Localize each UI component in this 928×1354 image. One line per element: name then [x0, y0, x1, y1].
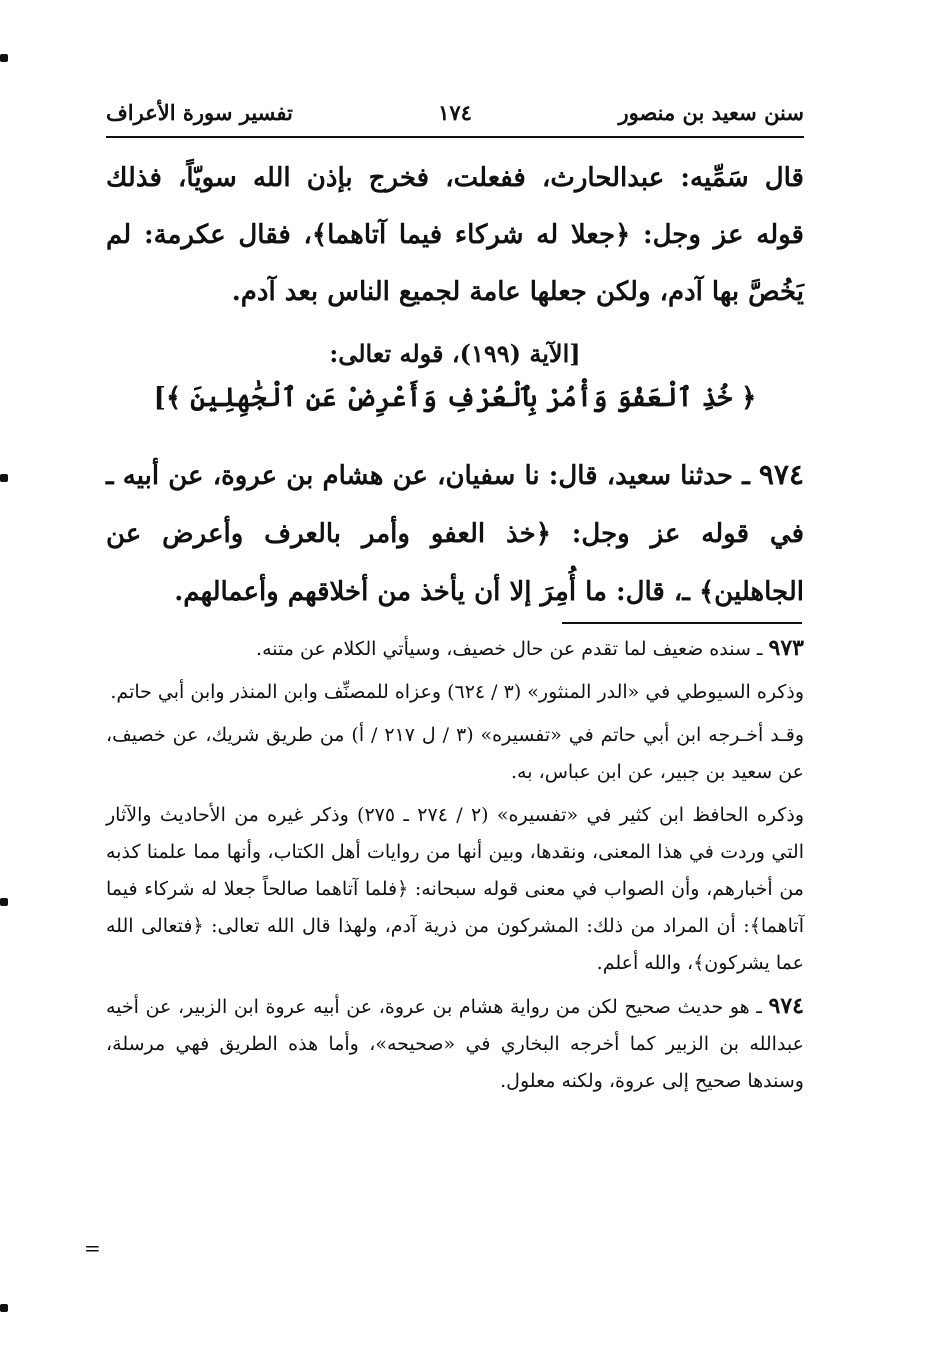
hadith-block: [106, 446, 804, 621]
scan-mark-lower: [0, 898, 8, 906]
main-paragraph: قال سَمِّيه: عبدالحارث، ففعلت، فخرج بإذن الله سويّاً، فذلك قوله عز وجل: ﴿جعلا له شركاء فيما آتاهما﴾، فقال عكرمة: لم يَخُصَّ بها آدم، ولكن جعلها عامة لجميع الناس بعد آدم.: [106, 163, 804, 307]
footnote-separator: [562, 622, 802, 624]
continuation-mark: =: [84, 1236, 101, 1260]
main-text-block: [106, 150, 804, 321]
footnote-paragraph: [106, 988, 804, 1100]
chapter-title: تفسير سورة الأعراف: [106, 100, 293, 125]
footnote-text: وقـد أخـرجه ابن أبي حاتم في «تفسيره» (٣ / ل ٢١٧ / أ) من طريق شريك، عن خصيف، عن سعيد بن جبير، عن ابن عباس، به.: [106, 724, 804, 783]
footnotes: [106, 630, 804, 1106]
section-heading: [الآية (١٩٩)، قوله تعالى:: [329, 339, 581, 368]
hadith-number: ٩٧٤: [758, 458, 805, 491]
footnote-paragraph: [106, 797, 804, 982]
scan-mark-middle: [0, 474, 8, 482]
page-number: ١٧٤: [438, 100, 472, 125]
footnote-text: ـ هو حديث صحيح لكن من رواية هشام بن عروة، عن أبيه عروة ابن الزبير، عن أخيه عبدالله بن الزبير كما أخرجه البخاري في «صحيحه»، وأما هذه الطريق فهي مرسلة، وسندها صحيح إلى عروة، ولكنه معلول.: [106, 996, 804, 1092]
footnote-text: ـ سنده ضعيف لما تقدم عن حال خصيف، وسيأتي الكلام عن متنه.: [256, 638, 763, 660]
footnote-number: ٩٧٣: [768, 635, 804, 661]
footnote-text: وذكره الحافظ ابن كثير في «تفسيره» (٢ / ٢٧٤ ـ ٢٧٥) وذكر غيره من الأحاديث والآثار التي وردت في هذا المعنى، ونقدها، وبين أنها من روايات أهل الكتاب، وأنها مما علمنا كذبه من أخبارهم، وأن الصواب في معنى قوله سبحانه: ﴿فلما آتاهما صالحاً جعلا له شركاء فيما آتاهما﴾: أن المراد من ذلك: المشركون من ذرية آدم، ولهذا قال الله تعالى: ﴿فتعالى الله عما يشركون﴾، والله أعلم.: [106, 804, 804, 974]
hadith-text: ـ حدثنا سعيد، قال: نا سفيان، عن هشام بن عروة، عن أبيه ـ في قوله عز وجل: ﴿خذ العفو وأمر بالعرف وأعرض عن الجاهلين﴾ ـ، قال: ما أُمِرَ إلا أن يأخذ من أخلاقهم وأعمالهم.: [106, 461, 804, 607]
footnote-paragraph: [106, 674, 804, 711]
book-title: سنن سعيد بن منصور: [618, 100, 804, 125]
footnote-number: ٩٧٤: [768, 993, 804, 1019]
scan-mark-bottom: [0, 1304, 8, 1312]
footnote-paragraph: [106, 717, 804, 791]
footnote-paragraph: [106, 630, 804, 668]
quran-verse: ﴿ خُذِ ٱلْعَفْوَ وَأْمُرْ بِٱلْعُرْفِ وَأَعْرِضْ عَنِ ٱلْجَٰهِلِينَ ﴾]: [153, 383, 757, 413]
scan-mark-top: [0, 54, 8, 62]
footnote-text: وذكره السيوطي في «الدر المنثور» (٣ / ٦٢٤) وعزاه للمصنِّف وابن المنذر وابن أبي حاتم.: [110, 681, 804, 703]
verse-heading-block: [106, 332, 804, 420]
page-header: [106, 96, 804, 138]
